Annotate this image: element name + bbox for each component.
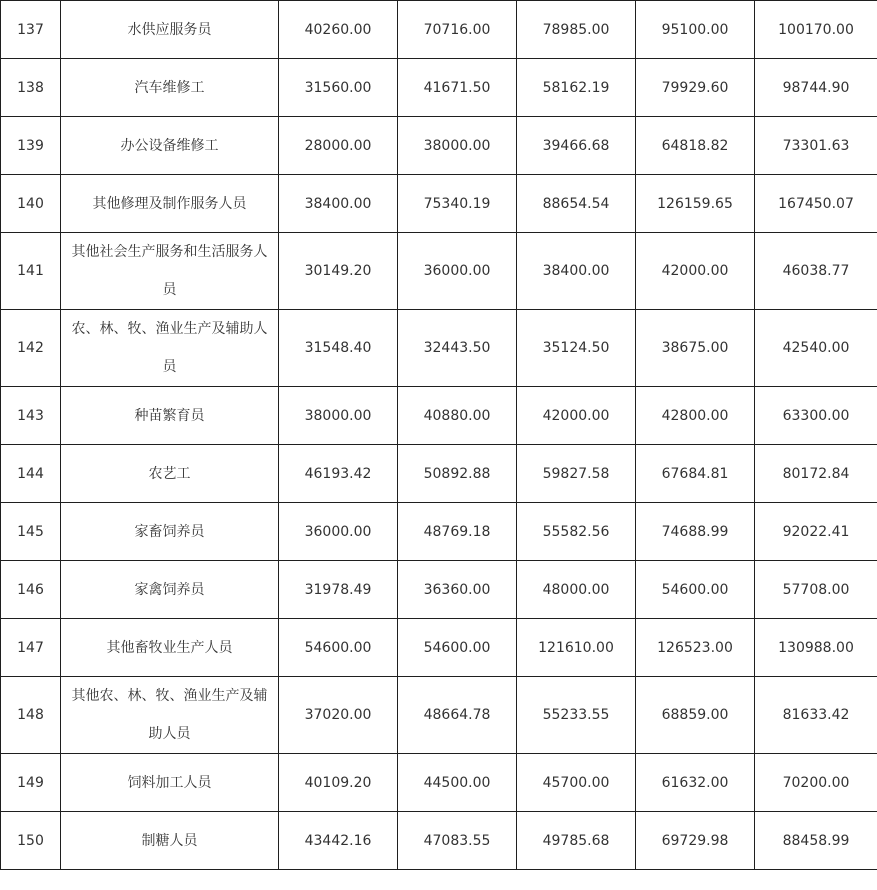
wage-value-cell: 38675.00 bbox=[636, 310, 755, 387]
table-row bbox=[1, 233, 877, 310]
wage-value-cell: 88458.99 bbox=[755, 812, 877, 870]
wage-value-cell: 61632.00 bbox=[636, 754, 755, 812]
wage-value-cell: 54600.00 bbox=[398, 619, 517, 677]
occupation-name-cell: 家禽饲养员 bbox=[61, 561, 279, 619]
wage-value-cell: 37020.00 bbox=[279, 677, 398, 754]
wage-value-cell: 40109.20 bbox=[279, 754, 398, 812]
wage-value-cell: 31978.49 bbox=[279, 561, 398, 619]
table-row bbox=[1, 310, 877, 387]
table-row bbox=[1, 503, 877, 561]
occupation-name-cell: 其他修理及制作服务人员 bbox=[61, 175, 279, 233]
table-row bbox=[1, 175, 877, 233]
occupation-name-cell: 饲料加工人员 bbox=[61, 754, 279, 812]
wage-value-cell: 31548.40 bbox=[279, 310, 398, 387]
wage-value-cell: 40260.00 bbox=[279, 1, 398, 59]
wage-value-cell: 46193.42 bbox=[279, 445, 398, 503]
occupation-name-cell: 制糖人员 bbox=[61, 812, 279, 870]
wage-value-cell: 59827.58 bbox=[517, 445, 636, 503]
table-row bbox=[1, 619, 877, 677]
table-row bbox=[1, 387, 877, 445]
table-row bbox=[1, 117, 877, 175]
wage-value-cell: 39466.68 bbox=[517, 117, 636, 175]
occupation-name-cell: 种苗繁育员 bbox=[61, 387, 279, 445]
wage-value-cell: 70200.00 bbox=[755, 754, 877, 812]
row-number-cell: 138 bbox=[1, 59, 61, 117]
row-number-cell: 148 bbox=[1, 677, 61, 754]
row-number-cell: 144 bbox=[1, 445, 61, 503]
wage-value-cell: 49785.68 bbox=[517, 812, 636, 870]
wage-value-cell: 41671.50 bbox=[398, 59, 517, 117]
wage-value-cell: 48000.00 bbox=[517, 561, 636, 619]
table-row bbox=[1, 812, 877, 870]
occupation-name-cell: 其他社会生产服务和生活服务人员 bbox=[61, 233, 279, 310]
wage-value-cell: 31560.00 bbox=[279, 59, 398, 117]
wage-value-cell: 54600.00 bbox=[636, 561, 755, 619]
row-number-cell: 150 bbox=[1, 812, 61, 870]
wage-value-cell: 44500.00 bbox=[398, 754, 517, 812]
wage-value-cell: 75340.19 bbox=[398, 175, 517, 233]
wage-value-cell: 38400.00 bbox=[517, 233, 636, 310]
wage-value-cell: 38000.00 bbox=[279, 387, 398, 445]
table-row bbox=[1, 561, 877, 619]
table-row bbox=[1, 677, 877, 754]
wage-value-cell: 68859.00 bbox=[636, 677, 755, 754]
wage-value-cell: 95100.00 bbox=[636, 1, 755, 59]
wage-value-cell: 126523.00 bbox=[636, 619, 755, 677]
occupation-name-cell: 其他畜牧业生产人员 bbox=[61, 619, 279, 677]
wage-value-cell: 81633.42 bbox=[755, 677, 877, 754]
wage-value-cell: 121610.00 bbox=[517, 619, 636, 677]
row-number-cell: 145 bbox=[1, 503, 61, 561]
wage-value-cell: 79929.60 bbox=[636, 59, 755, 117]
occupation-name-cell: 农艺工 bbox=[61, 445, 279, 503]
wage-value-cell: 48769.18 bbox=[398, 503, 517, 561]
row-number-cell: 143 bbox=[1, 387, 61, 445]
occupation-name-cell: 家畜饲养员 bbox=[61, 503, 279, 561]
table-row bbox=[1, 1, 877, 59]
wage-value-cell: 55233.55 bbox=[517, 677, 636, 754]
wage-value-cell: 64818.82 bbox=[636, 117, 755, 175]
wage-value-cell: 50892.88 bbox=[398, 445, 517, 503]
occupation-name-cell: 办公设备维修工 bbox=[61, 117, 279, 175]
wage-value-cell: 38000.00 bbox=[398, 117, 517, 175]
wage-value-cell: 69729.98 bbox=[636, 812, 755, 870]
table-row bbox=[1, 59, 877, 117]
row-number-cell: 149 bbox=[1, 754, 61, 812]
wage-value-cell: 92022.41 bbox=[755, 503, 877, 561]
wage-value-cell: 36000.00 bbox=[398, 233, 517, 310]
wage-value-cell: 74688.99 bbox=[636, 503, 755, 561]
wage-value-cell: 130988.00 bbox=[755, 619, 877, 677]
wage-value-cell: 45700.00 bbox=[517, 754, 636, 812]
wage-value-cell: 88654.54 bbox=[517, 175, 636, 233]
wage-value-cell: 36360.00 bbox=[398, 561, 517, 619]
row-number-cell: 139 bbox=[1, 117, 61, 175]
wage-value-cell: 40880.00 bbox=[398, 387, 517, 445]
wage-value-cell: 58162.19 bbox=[517, 59, 636, 117]
wage-value-cell: 46038.77 bbox=[755, 233, 877, 310]
wage-value-cell: 38400.00 bbox=[279, 175, 398, 233]
wage-value-cell: 167450.07 bbox=[755, 175, 877, 233]
wage-value-cell: 47083.55 bbox=[398, 812, 517, 870]
wage-value-cell: 63300.00 bbox=[755, 387, 877, 445]
wage-value-cell: 55582.56 bbox=[517, 503, 636, 561]
row-number-cell: 142 bbox=[1, 310, 61, 387]
wage-value-cell: 43442.16 bbox=[279, 812, 398, 870]
wage-value-cell: 42800.00 bbox=[636, 387, 755, 445]
wage-value-cell: 28000.00 bbox=[279, 117, 398, 175]
wage-value-cell: 100170.00 bbox=[755, 1, 877, 59]
wage-value-cell: 57708.00 bbox=[755, 561, 877, 619]
wage-value-cell: 70716.00 bbox=[398, 1, 517, 59]
wage-value-cell: 42540.00 bbox=[755, 310, 877, 387]
occupation-name-cell: 其他农、林、牧、渔业生产及辅助人员 bbox=[61, 677, 279, 754]
wage-value-cell: 67684.81 bbox=[636, 445, 755, 503]
row-number-cell: 141 bbox=[1, 233, 61, 310]
wage-value-cell: 35124.50 bbox=[517, 310, 636, 387]
wage-value-cell: 32443.50 bbox=[398, 310, 517, 387]
occupation-name-cell: 水供应服务员 bbox=[61, 1, 279, 59]
row-number-cell: 137 bbox=[1, 1, 61, 59]
wage-value-cell: 42000.00 bbox=[517, 387, 636, 445]
occupation-name-cell: 农、林、牧、渔业生产及辅助人员 bbox=[61, 310, 279, 387]
wage-value-cell: 36000.00 bbox=[279, 503, 398, 561]
row-number-cell: 140 bbox=[1, 175, 61, 233]
table-row bbox=[1, 445, 877, 503]
row-number-cell: 146 bbox=[1, 561, 61, 619]
wage-value-cell: 80172.84 bbox=[755, 445, 877, 503]
occupation-name-cell: 汽车维修工 bbox=[61, 59, 279, 117]
wage-value-cell: 126159.65 bbox=[636, 175, 755, 233]
row-number-cell: 147 bbox=[1, 619, 61, 677]
table-body bbox=[1, 1, 877, 870]
wage-value-cell: 30149.20 bbox=[279, 233, 398, 310]
wage-value-cell: 48664.78 bbox=[398, 677, 517, 754]
wage-value-cell: 98744.90 bbox=[755, 59, 877, 117]
wage-value-cell: 54600.00 bbox=[279, 619, 398, 677]
wage-value-cell: 78985.00 bbox=[517, 1, 636, 59]
wage-value-cell: 73301.63 bbox=[755, 117, 877, 175]
table-row bbox=[1, 754, 877, 812]
wage-value-cell: 42000.00 bbox=[636, 233, 755, 310]
